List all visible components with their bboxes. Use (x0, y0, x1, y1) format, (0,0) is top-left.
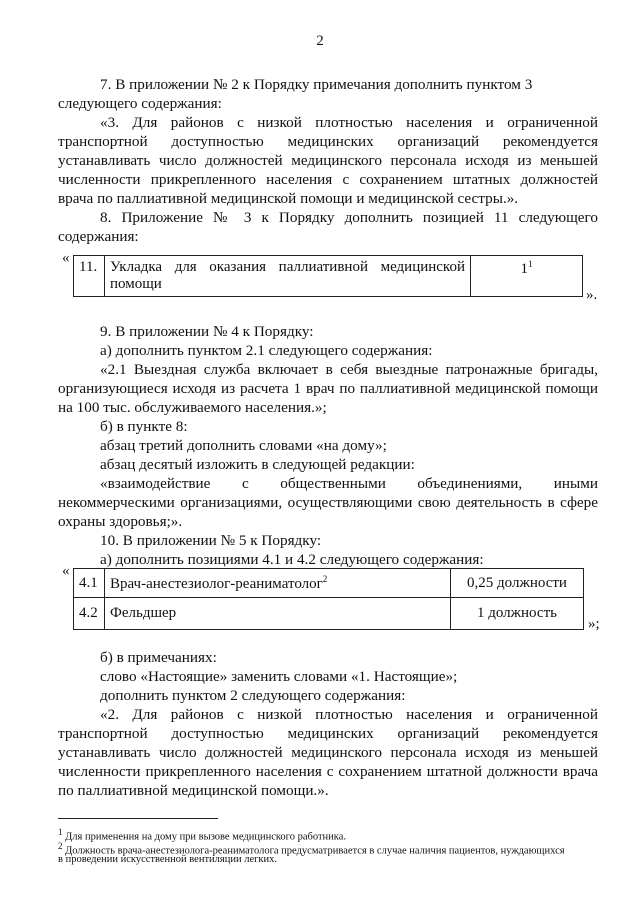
table-open-quote: « (62, 563, 70, 579)
paragraph-line: численности прикрепленного населения с сохранением штатных должностей (58, 171, 598, 188)
row-qty (471, 256, 583, 297)
row-name (105, 569, 451, 598)
paragraph-line: по паллиативной медицинской помощи.». (58, 782, 329, 799)
row-name-text: Врач-анестезиолог-реаниматолог (110, 575, 323, 592)
paragraph-line: б) в пункте 8: (100, 418, 188, 435)
paragraph-line: численности прикрепленного населения с сохранением штатной должности врача (58, 763, 598, 780)
row-number: 4.2 (74, 598, 105, 630)
paragraph-line: «3. Для районов с низкой плотностью населения и ограниченной (100, 114, 598, 131)
paragraph-line: абзац десятый изложить в следующей редакции: (100, 456, 415, 473)
footnote-ref: 1 (528, 259, 533, 269)
paragraph-line: некоммерческими организациями, осуществляющими свою деятельность в сфере (58, 494, 598, 511)
paragraph-line: 8. Приложение № 3 к Порядку дополнить позицией 11 следующего (100, 209, 598, 226)
kit-table (73, 255, 583, 297)
paragraph-line: «взаимодействие с общественными объединениями, иными (100, 475, 598, 492)
row-name (105, 598, 451, 630)
paragraph-line: дополнить пунктом 2 следующего содержания: (100, 687, 406, 704)
table-row (74, 598, 584, 630)
row-name-text: Фельдшер (110, 605, 177, 621)
paragraph-line: 10. В приложении № 5 к Порядку: (100, 532, 322, 549)
paragraph-line: транспортной доступностью медицинских организаций рекомендуется (58, 725, 598, 742)
paragraph-line: 9. В приложении № 4 к Порядку: (100, 323, 314, 340)
paragraph-line: абзац третий дополнить словами «на дому»; (100, 437, 387, 454)
row-name-line: Укладка для оказания паллиативной медицинской (110, 259, 465, 275)
paragraph-line: а) дополнить пунктом 2.1 следующего содержания: (100, 342, 433, 359)
paragraph-line: следующего содержания: (58, 95, 222, 112)
footnote-text: Для применения на дому при вызове медицинского работника. (65, 831, 347, 843)
paragraph-line: транспортной доступностью медицинских организаций рекомендуется (58, 133, 598, 150)
row-name (105, 256, 471, 297)
footnote-mark: 1 (58, 827, 63, 837)
paragraph-line: устанавливать число должностей медицинского персонала исходя из меньшей (58, 152, 598, 169)
paragraph-line: «2. Для районов с низкой плотностью населения и ограниченной (100, 706, 598, 723)
row-number: 11. (74, 256, 105, 297)
footnote-mark: 2 (58, 841, 63, 851)
paragraph-line: охраны здоровья;». (58, 513, 183, 530)
staff-table (73, 568, 584, 630)
table-close-quote: »; (588, 616, 600, 632)
row-name-line: помощи (110, 276, 162, 292)
paragraph-line: содержания: (58, 228, 139, 245)
footnote-ref: 2 (322, 573, 328, 584)
paragraph-line: «2.1 Выездная служба включает в себя выездные патронажные бригады, (100, 361, 598, 378)
paragraph-line: б) в примечаниях: (100, 649, 217, 666)
paragraph-line: слово «Настоящие» заменить словами «1. Настоящие»; (100, 668, 458, 685)
footnote-divider (58, 818, 218, 819)
row-qty: 1 должность (451, 598, 584, 630)
table-row (74, 256, 583, 297)
table-close-quote: ». (586, 287, 598, 303)
page-number: 2 (316, 33, 324, 49)
row-qty: 0,25 должности (451, 569, 584, 598)
paragraph-line: 7. В приложении № 2 к Порядку примечания дополнить пунктом 3 (100, 76, 533, 93)
paragraph-line: врача по паллиативной медицинской помощи и медицинской сестры.». (58, 190, 519, 207)
paragraph-line: на 100 тыс. обслуживаемого населения.»; (58, 399, 327, 416)
table-open-quote: « (62, 250, 70, 266)
table-row (74, 569, 584, 598)
paragraph-line: а) дополнить позициями 4.1 и 4.2 следующего содержания: (100, 551, 484, 568)
row-number: 4.1 (74, 569, 105, 598)
paragraph-line: организующиеся исходя из расчета 1 врач по паллиативной медицинской помощи (58, 380, 598, 397)
footnote-2-continuation: в проведении искусственной вентиляции легких. (58, 854, 278, 865)
footnote-text: Должность врача-анестезиолога-реаниматолога предусматривается в случае наличия пациентов, нуждающихся (65, 845, 565, 857)
qty-value: 1 (520, 261, 528, 277)
paragraph-line: устанавливать число должностей медицинского персонала исходя из меньшей (58, 744, 598, 761)
